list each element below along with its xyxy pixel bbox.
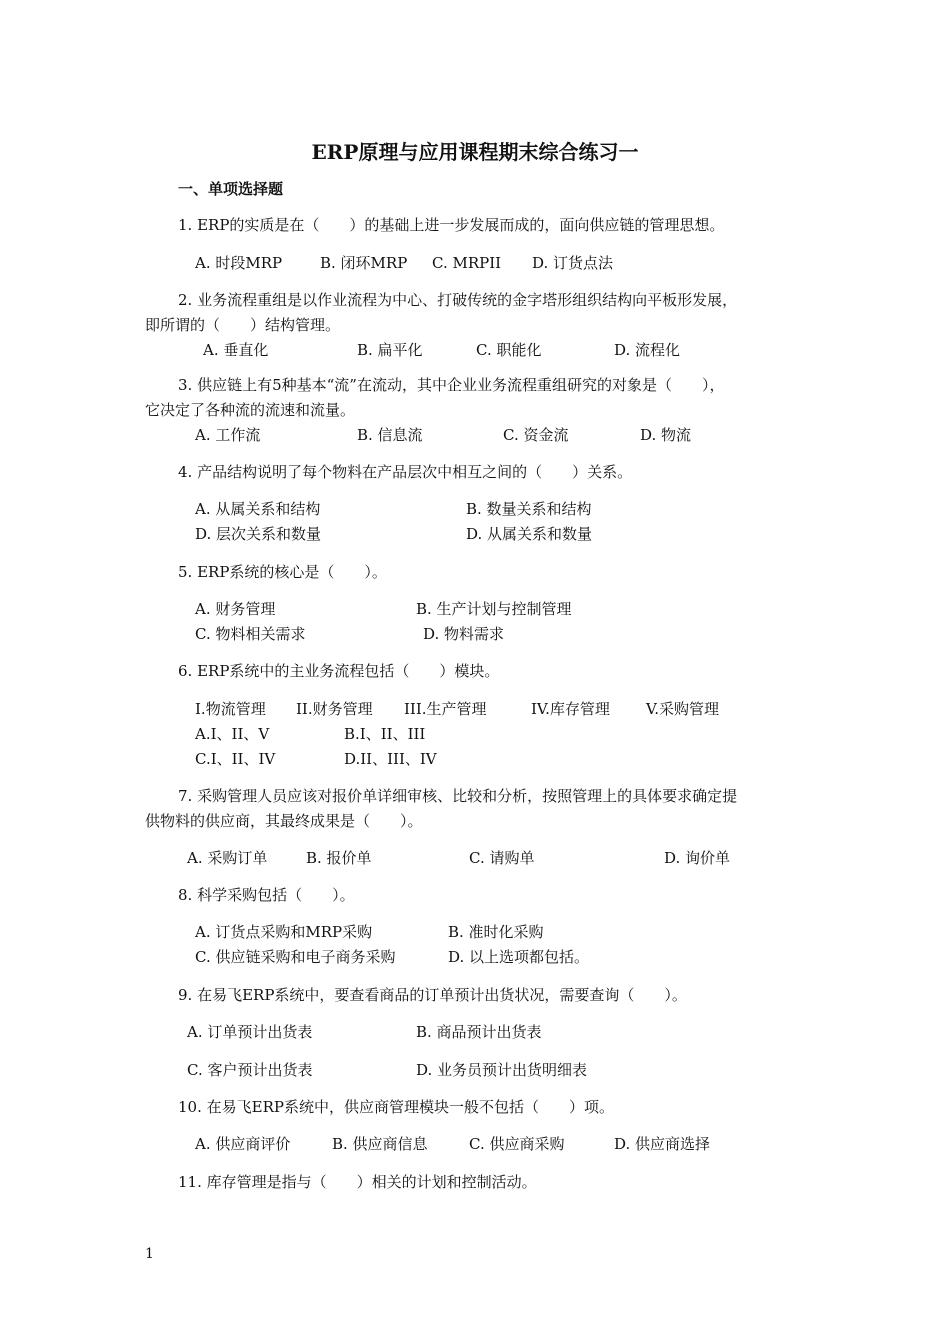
q10-option-a: A. 供应商评价 [195, 1135, 291, 1153]
q2-option-d: D. 流程化 [614, 341, 681, 359]
q1-option-d: D. 订货点法 [532, 254, 614, 272]
q10-option-b: B. 供应商信息 [332, 1135, 428, 1153]
section-heading: 一、单项选择题 [178, 180, 284, 198]
question-7: 7. 采购管理人员应该对报价单详细审核、比较和分析，按照管理上的具体要求确定提 [178, 787, 738, 805]
q7-option-c: C. 请购单 [469, 849, 535, 867]
question-11: 11. 库存管理是指与（ ）相关的计划和控制活动。 [178, 1173, 537, 1191]
q5-option-a: A. 财务管理 [195, 600, 276, 618]
q4-option-c: D. 层次关系和数量 [195, 525, 322, 543]
q6-option-a: A.I、II、V [195, 725, 270, 743]
question-3: 3. 供应链上有5种基本“流”在流动，其中企业业务流程重组研究的对象是（ ）， [178, 376, 725, 394]
q4-option-d: D. 从属关系和数量 [466, 525, 593, 543]
q7-option-a: A. 采购订单 [187, 849, 268, 867]
q6-option-b: B.I、II、III [344, 725, 426, 743]
q9-option-b: B. 商品预计出货表 [416, 1023, 542, 1041]
q3-option-d: D. 物流 [640, 426, 692, 444]
q7-option-b: B. 报价单 [306, 849, 372, 867]
q6-option-d: D.II、III、IV [344, 750, 437, 768]
page-number: 1 [145, 1246, 154, 1262]
q6-item-2: II.财务管理 [296, 700, 373, 718]
question-10: 10. 在易飞ERP系统中，供应商管理模块一般不包括（ ）项。 [178, 1098, 614, 1116]
q1-option-c: C. MRPII [432, 254, 502, 272]
question-8: 8. 科学采购包括（ ）。 [178, 886, 355, 904]
question-1: 1. ERP的实质是在（ ）的基础上进一步发展而成的，面向供应链的管理思想。 [178, 216, 725, 234]
question-7-cont: 供物料的供应商，其最终成果是（ ）。 [145, 812, 423, 830]
q5-option-b: B. 生产计划与控制管理 [416, 600, 572, 618]
question-9: 9. 在易飞ERP系统中，要查看商品的订单预计出货状况，需要查询（ ）。 [178, 986, 687, 1004]
q1-option-a: A. 时段MRP [195, 254, 283, 272]
q8-option-a: A. 订货点采购和MRP采购 [195, 923, 373, 941]
q6-item-3: III.生产管理 [404, 700, 487, 718]
q3-option-c: C. 资金流 [503, 426, 569, 444]
q6-item-4: IV.库存管理 [531, 700, 610, 718]
q6-option-c: C.I、II、IV [195, 750, 276, 768]
q5-option-d: D. 物料需求 [423, 625, 505, 643]
q6-item-1: I.物流管理 [195, 700, 266, 718]
q8-option-b: B. 准时化采购 [448, 923, 544, 941]
q7-option-d: D. 询价单 [664, 849, 731, 867]
q8-option-d: D. 以上选项都包括。 [448, 948, 590, 966]
question-2: 2. 业务流程重组是以作业流程为中心、打破传统的金字塔形组织结构向平板形发展， [178, 291, 738, 309]
q9-option-a: A. 订单预计出货表 [187, 1023, 313, 1041]
document-title: ERP原理与应用课程期末综合练习一 [311, 140, 639, 164]
q5-option-c: C. 物料相关需求 [195, 625, 306, 643]
question-3-cont: 它决定了各种流的流速和流量。 [145, 401, 356, 419]
q8-option-c: C. 供应链采购和电子商务采购 [195, 948, 396, 966]
q4-option-b: B. 数量关系和结构 [466, 500, 592, 518]
q2-option-a: A. 垂直化 [203, 341, 269, 359]
q4-option-a: A. 从属关系和结构 [195, 500, 321, 518]
q9-option-d: D. 业务员预计出货明细表 [416, 1061, 588, 1079]
q10-option-c: C. 供应商采购 [469, 1135, 565, 1153]
q2-option-c: C. 职能化 [476, 341, 542, 359]
q3-option-a: A. 工作流 [195, 426, 261, 444]
q6-item-5: V.采购管理 [646, 700, 719, 718]
q10-option-d: D. 供应商选择 [614, 1135, 711, 1153]
question-6: 6. ERP系统中的主业务流程包括（ ）模块。 [178, 662, 500, 680]
q9-option-c: C. 客户预计出货表 [187, 1061, 313, 1079]
q3-option-b: B. 信息流 [357, 426, 423, 444]
question-2-cont: 即所谓的（ ）结构管理。 [145, 316, 341, 334]
q1-option-b: B. 闭环MRP [320, 254, 408, 272]
q2-option-b: B. 扁平化 [357, 341, 423, 359]
question-4: 4. 产品结构说明了每个物料在产品层次中相互之间的（ ）关系。 [178, 463, 633, 481]
question-5: 5. ERP系统的核心是（ ）。 [178, 563, 387, 581]
